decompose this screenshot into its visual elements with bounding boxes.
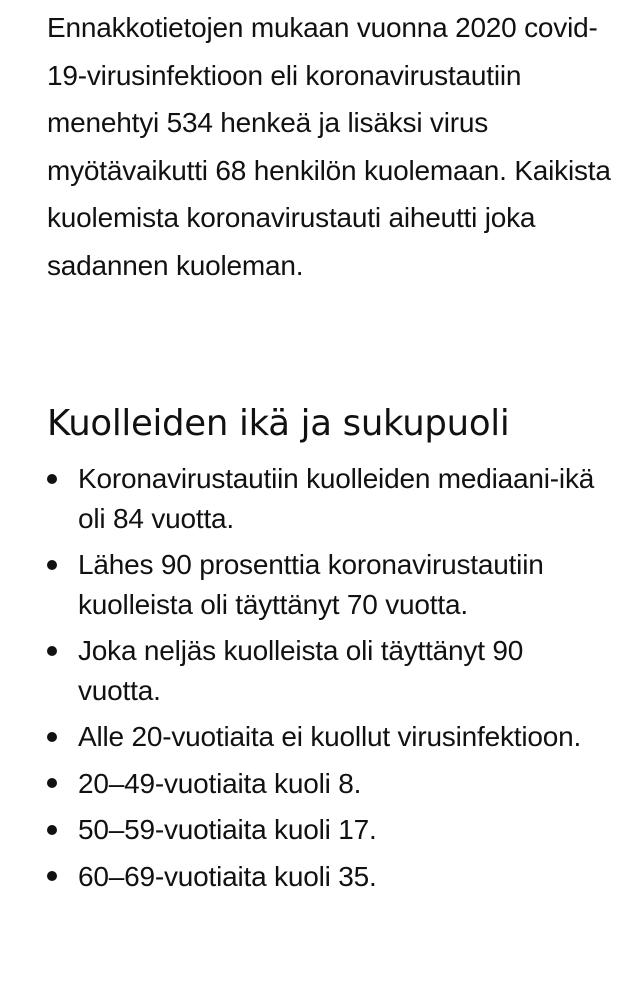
list-item	[47, 810, 607, 850]
bullet-icon	[47, 560, 57, 570]
list-item-text: Alle 20-vuotiaita ei kuollut virusinfektioon.	[78, 721, 582, 752]
list-item-text: 20–49-vuotiaita kuoli 8.	[78, 767, 362, 799]
list-item	[47, 764, 607, 804]
bullet-icon	[47, 732, 57, 742]
bullet-icon	[47, 474, 57, 484]
bullet-icon	[47, 646, 57, 656]
list-item-text: 60–69-vuotiaita kuoli 35.	[78, 860, 377, 892]
list-item	[47, 717, 607, 757]
bullet-icon	[47, 825, 57, 835]
list-item	[47, 857, 607, 897]
section-heading: Kuolleiden ikä ja sukupuoli	[47, 403, 510, 444]
list-item-text: Joka neljäs kuolleista oli täyttänyt 90 vuotta.	[78, 635, 524, 706]
bullet-icon	[47, 871, 57, 881]
article-content	[47, 4, 617, 892]
list-item	[47, 631, 607, 710]
list-item	[47, 459, 607, 538]
list-item	[47, 545, 607, 624]
intro-paragraph: Ennakkotietojen mukaan vuonna 2020 covid-19-virusinfektioon eli koronavirustautiin menehtyi 534 henkeä ja lisäksi virus myötävaikutti 68 henkilön kuolemaan. Kaikista kuolemista koronavirustauti aiheutti joka sadannen kuoleman.	[47, 12, 611, 281]
list-item-text: 50–59-vuotiaita kuoli 17.	[78, 814, 377, 845]
bullet-icon	[47, 778, 57, 788]
list-item-text: Lähes 90 prosenttia koronavirustautiin kuolleista oli täyttänyt 70 vuotta.	[78, 549, 544, 620]
statistics-bullet-list	[47, 459, 607, 903]
list-item-text: Koronavirustautiin kuolleiden mediaani-ikä oli 84 vuotta.	[78, 463, 595, 534]
